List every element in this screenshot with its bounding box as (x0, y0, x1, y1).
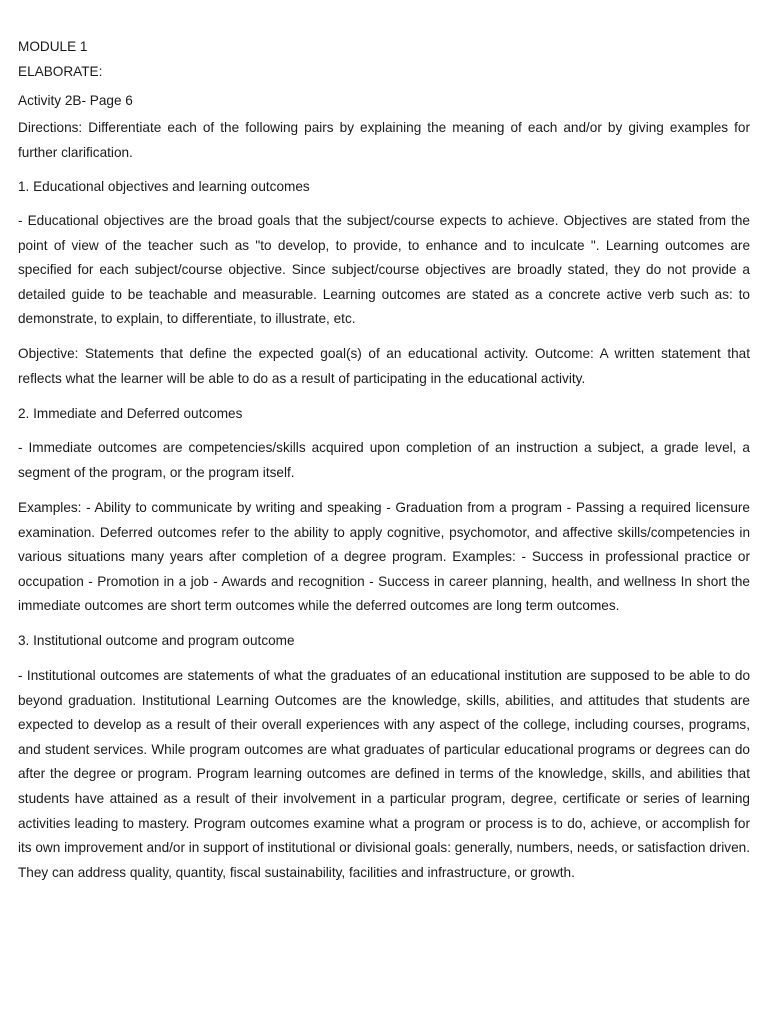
item-3-paragraph-1: - Institutional outcomes are statements of what the graduates of an educational institution are supposed to be able to do beyond graduation. Institutional Learning Outcomes are the knowledge, skills, abilities, and attitudes that students are expected to develop as a result of their overall experiences with any aspect of the college, including courses, programs, and student services. While program outcomes are what graduates of particular educational programs or degrees can do after the degree or program. Program learning outcomes are defined in terms of the knowledge, skills, and abilities that students have attained as a result of their involvement in a particular program, degree, certificate or series of learning activities leading to mastery. Program outcomes examine what a program or process is to do, achieve, or accomplish for its own improvement and/or in support of institutional or divisional goals: generally, numbers, needs, or satisfaction driven. They can address quality, quantity, fiscal sustainability, facilities and infrastructure, or growth. (18, 668, 750, 880)
item-2-heading: 2. Immediate and Deferred outcomes (18, 406, 243, 421)
section-title: ELABORATE: (18, 64, 103, 79)
activity-title: Activity 2B- Page 6 (18, 93, 133, 108)
item-1-heading: 1. Educational objectives and learning outcomes (18, 179, 310, 194)
item-2-paragraph-1: - Immediate outcomes are competencies/skills acquired upon completion of an instruction a subject, a grade level, a segment of the program, or the program itself. (18, 440, 750, 480)
module-title: MODULE 1 (18, 39, 88, 54)
item-1-paragraph-2: Objective: Statements that define the expected goal(s) of an educational activity. Outcome: A written statement that reflects what the learner will be able to do as a result of participating in the educational activity. (18, 346, 750, 386)
item-2-paragraph-2: Examples: - Ability to communicate by writing and speaking - Graduation from a program - Passing a required licensure examination. Deferred outcomes refer to the ability to apply cognitive, psychomotor, and affective skills/competencies in various situations many years after completion of a degree program. Examples: - Success in professional practice or occupation - Promotion in a job - Awards and recognition - Success in career planning, health, and wellness In short the immediate outcomes are short term outcomes while the deferred outcomes are long term outcomes. (18, 500, 750, 614)
item-1-paragraph-1: - Educational objectives are the broad goals that the subject/course expects to achieve. Objectives are stated from the point of view of the teacher such as "to develop, to provide, to enhance and to inculcate ". Learning outcomes are specified for each subject/course objective. Since subject/course objectives are broadly stated, they do not provide a detailed guide to be teachable and measurable. Learning outcomes are stated as a concrete active verb such as: to demonstrate, to explain, to differentiate, to illustrate, etc. (18, 213, 750, 327)
item-3-heading: 3. Institutional outcome and program outcome (18, 633, 295, 648)
directions-paragraph: Directions: Differentiate each of the following pairs by explaining the meaning of each and/or by giving examples for further clarification. (18, 120, 750, 160)
